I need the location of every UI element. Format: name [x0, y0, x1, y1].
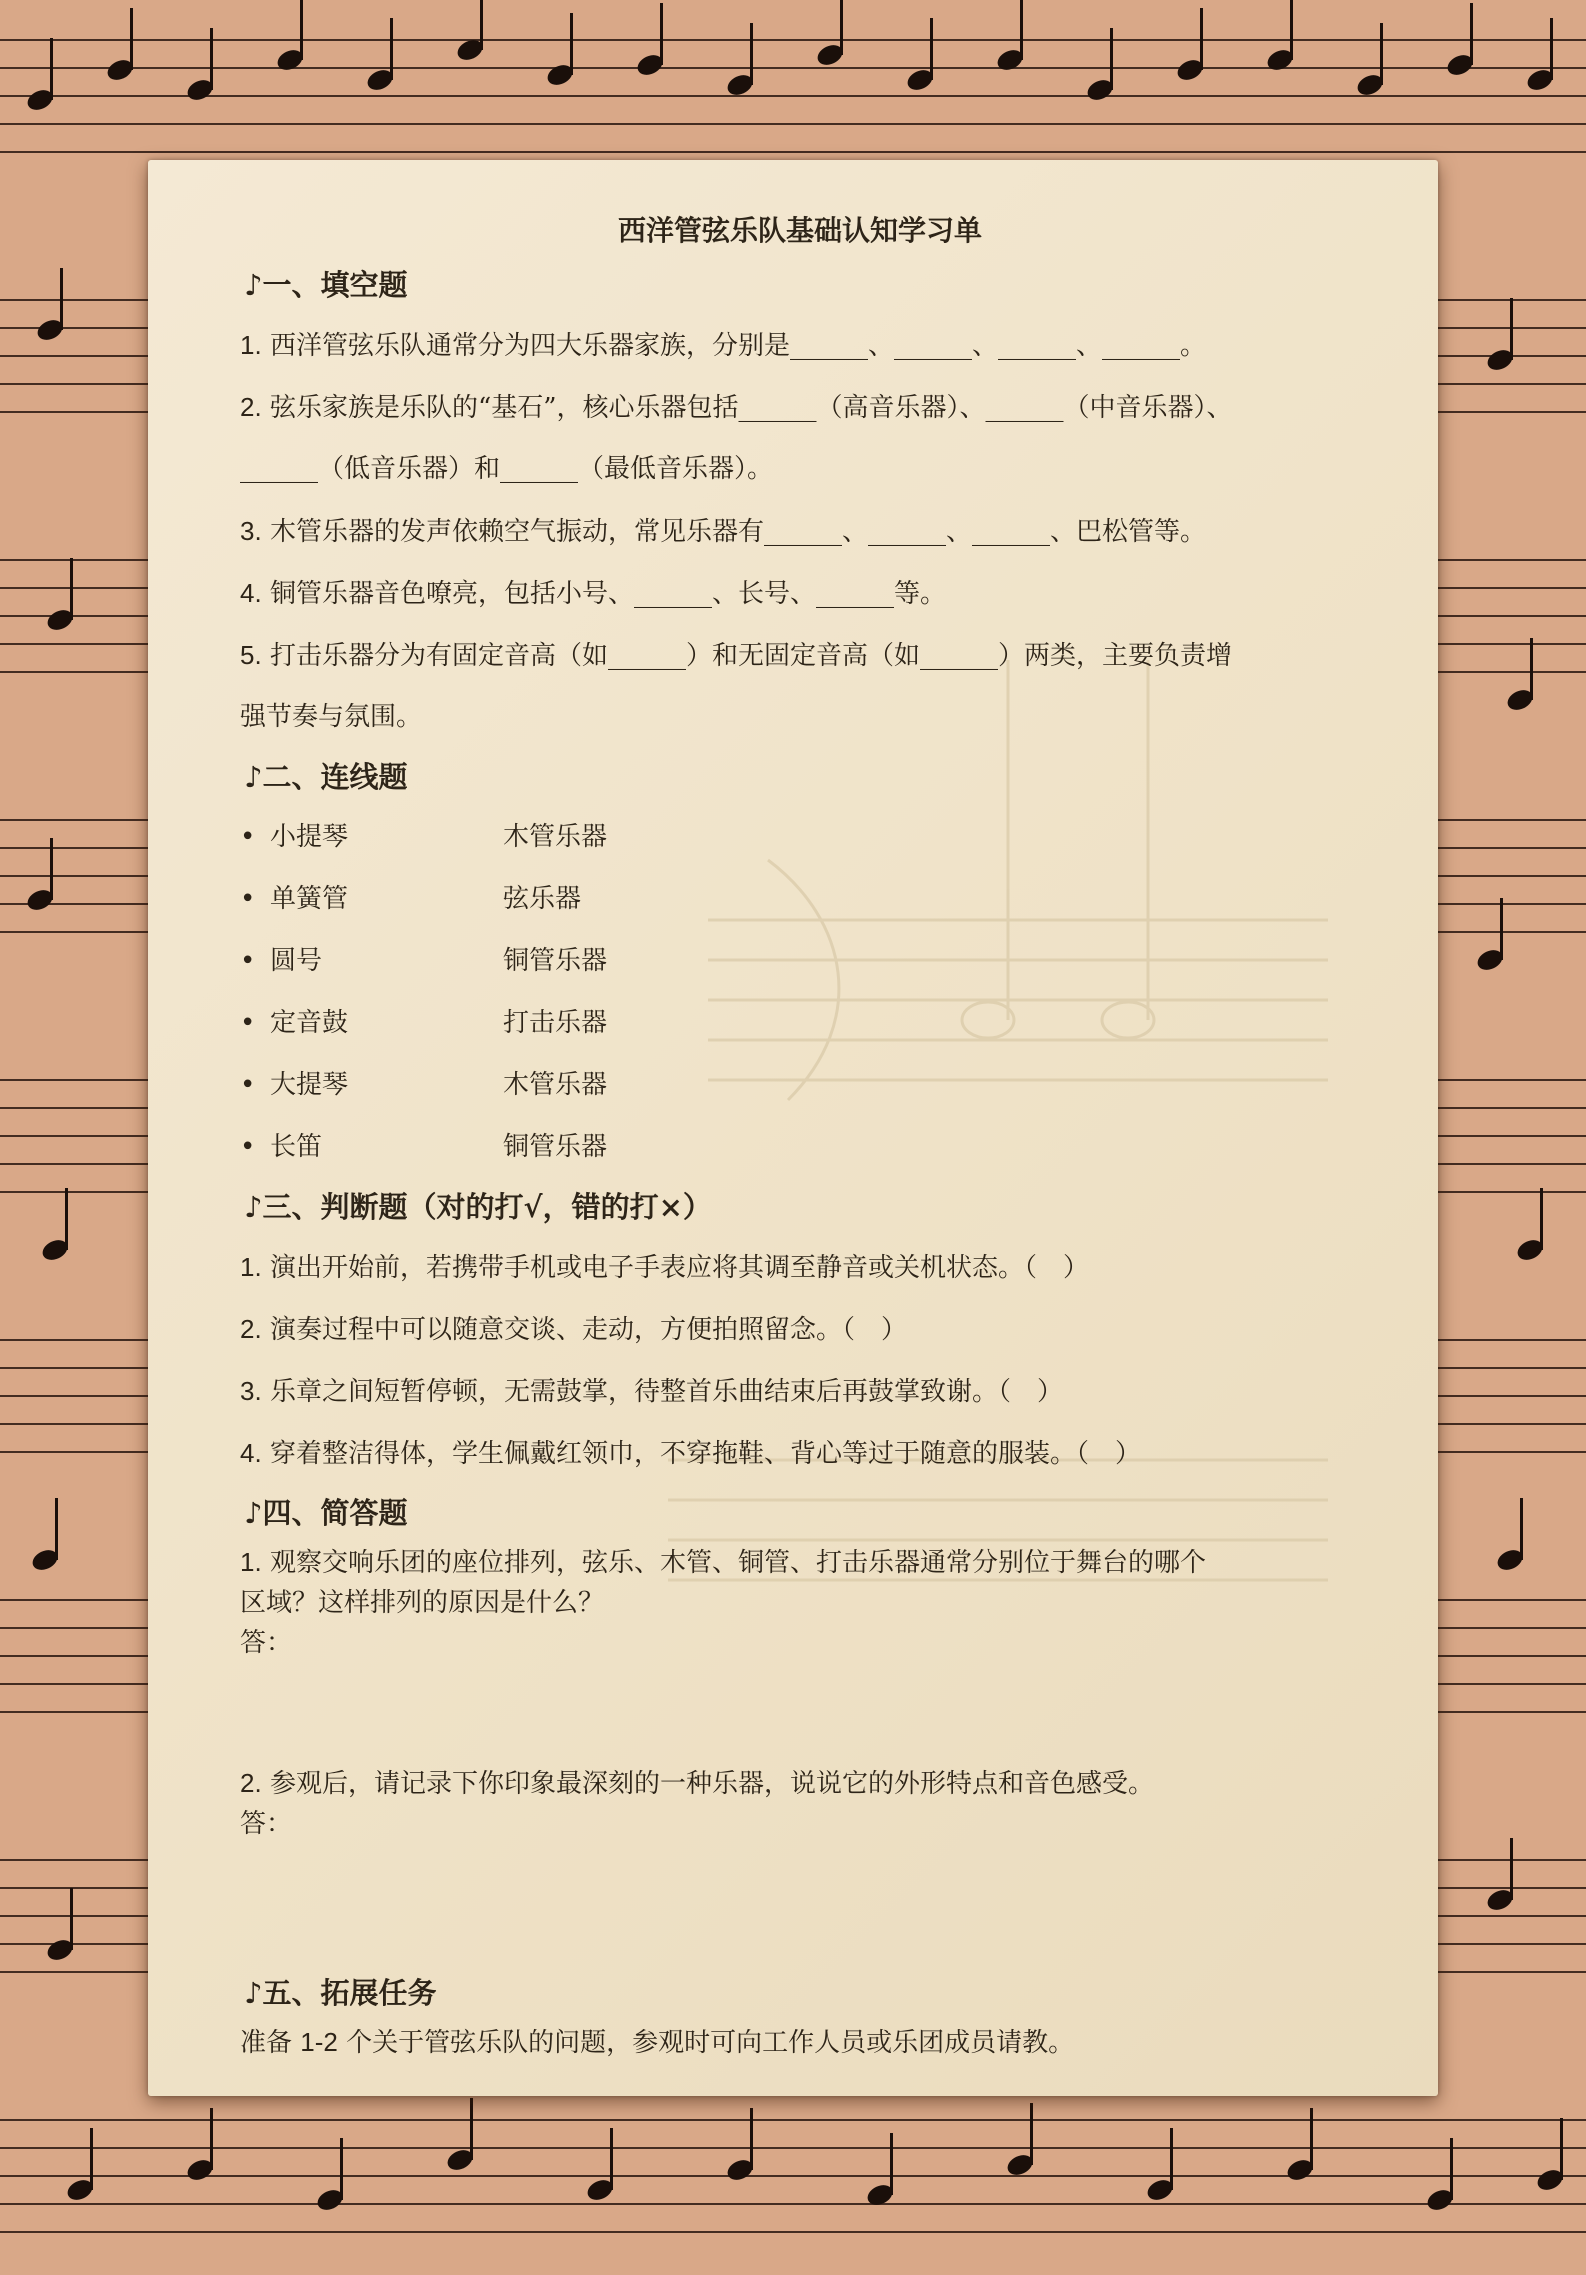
answer-label: 答：	[240, 1809, 293, 1839]
question-text: 铜管乐器音色嘹亮，包括小号、______、长号、______等。	[269, 579, 946, 609]
music-note-stem	[1510, 298, 1513, 360]
bullet-icon: •	[240, 1070, 256, 1100]
question-number: 3.	[240, 1376, 262, 1406]
music-note-stem	[130, 8, 133, 70]
matching-family[interactable]: 木管乐器	[503, 822, 608, 852]
matching-instrument[interactable]: 定音鼓	[270, 1008, 349, 1038]
section-title: 一、填空题	[262, 268, 408, 302]
music-note-stem	[50, 38, 53, 100]
question-text: 打击乐器分为有固定音高（如______）和无固定音高（如______）两类，主要负责增	[269, 641, 1232, 671]
section-title: 五、拓展任务	[262, 1976, 437, 2010]
task-text-prefix: 准备	[240, 2028, 293, 2058]
music-note-stem	[1540, 1188, 1543, 1250]
question-number: 5.	[240, 640, 262, 670]
music-note-icon: ♪	[244, 1496, 263, 1530]
bullet-icon: •	[240, 1008, 256, 1038]
music-note-stem	[1170, 2128, 1173, 2190]
bullet-icon: •	[240, 946, 256, 976]
question-number: 4.	[240, 1438, 262, 1468]
matching-family[interactable]: 木管乐器	[503, 1070, 608, 1100]
question-text: 观察交响乐团的座位排列，弦乐、木管、铜管、打击乐器通常分别位于舞台的哪个	[269, 1548, 1206, 1578]
section-heading-true-false	[244, 1178, 1360, 1236]
matching-family[interactable]: 弦乐器	[503, 884, 582, 914]
music-note-stem	[890, 2133, 893, 2195]
question-text: 弦乐家族是乐队的“基石”，核心乐器包括______（高音乐器）、______（中音乐器）、	[269, 393, 1233, 423]
music-note-stem	[65, 1188, 68, 1250]
true-false-question-3	[240, 1360, 1360, 1422]
question-number: 2.	[240, 1314, 262, 1344]
music-note-stem	[55, 1498, 58, 1560]
music-note-stem	[660, 3, 663, 65]
bullet-icon: •	[240, 822, 256, 852]
fill-blank-question-3	[240, 500, 1360, 562]
question-text: 演奏过程中可以随意交谈、走动，方便拍照留念。（ ）	[269, 1315, 907, 1345]
music-note-stem	[610, 2128, 613, 2190]
music-note-stem	[930, 18, 933, 80]
fill-blank-question-1	[240, 314, 1360, 376]
music-note-stem	[840, 0, 843, 55]
question-number: 1.	[240, 330, 262, 360]
question-number: 2.	[240, 1768, 262, 1798]
music-note-stem	[1030, 2103, 1033, 2165]
section-heading-extension	[244, 1964, 1360, 2022]
section-title: 四、简答题	[262, 1496, 408, 1530]
music-note-stem	[300, 0, 303, 60]
matching-instrument[interactable]: 长笛	[270, 1132, 323, 1162]
question-number: 3.	[240, 516, 262, 546]
matching-instrument[interactable]: 单簧管	[270, 884, 349, 914]
matching-family[interactable]: 铜管乐器	[503, 946, 608, 976]
answer-space[interactable]	[240, 1663, 1360, 1763]
matching-row	[240, 1116, 1360, 1178]
answer-label: 答：	[240, 1628, 293, 1658]
section-heading-matching	[244, 748, 1360, 806]
true-false-question-4	[240, 1422, 1360, 1484]
matching-row	[240, 868, 1360, 930]
music-note-stem	[210, 28, 213, 90]
question-number: 1.	[240, 1547, 262, 1577]
true-false-question-2	[240, 1298, 1360, 1360]
music-note-stem	[90, 2128, 93, 2190]
section-title: 三、判断题（对的打√，错的打×）	[262, 1190, 712, 1224]
music-note-stem	[1520, 1498, 1523, 1560]
question-number: 4.	[240, 578, 262, 608]
fill-blank-question-2	[240, 376, 1360, 438]
extension-task-text	[240, 2022, 1360, 2063]
short-answer-question-2	[240, 1763, 1360, 1804]
music-note-stem	[750, 2108, 753, 2170]
matching-family[interactable]: 铜管乐器	[503, 1132, 608, 1162]
music-note-stem	[390, 18, 393, 80]
question-text: 穿着整洁得体，学生佩戴红领巾，不穿拖鞋、背心等过于随意的服装。（ ）	[269, 1439, 1141, 1469]
matching-row	[240, 1054, 1360, 1116]
true-false-question-1	[240, 1236, 1360, 1298]
music-note-stem	[1470, 3, 1473, 65]
music-note-icon: ♪	[244, 1976, 263, 2010]
music-note-stem	[570, 13, 573, 75]
matching-row	[240, 806, 1360, 868]
page-title: 西洋管弦乐队基础认知学习单	[617, 214, 982, 247]
matching-row	[240, 930, 1360, 992]
fill-blank-question-4	[240, 562, 1360, 624]
section-heading-short-answer	[244, 1484, 1360, 1542]
music-note-stem	[1500, 898, 1503, 960]
short-answer-question-1	[240, 1542, 1360, 1583]
music-note-icon: ♪	[244, 1190, 263, 1224]
worksheet-paper	[148, 160, 1438, 2096]
question-text: 乐章之间短暂停顿，无需鼓掌，待整首乐曲结束后再鼓掌致谢。（ ）	[269, 1377, 1063, 1407]
music-note-stem	[1020, 0, 1023, 60]
music-note-stem	[1550, 18, 1553, 80]
matching-instrument[interactable]: 小提琴	[270, 822, 349, 852]
music-note-icon: ♪	[244, 760, 263, 794]
question-text: 演出开始前，若携带手机或电子手表应将其调至静音或关机状态。（ ）	[269, 1253, 1089, 1283]
matching-row	[240, 992, 1360, 1054]
music-note-stem	[210, 2108, 213, 2170]
section-title: 二、连线题	[262, 760, 408, 794]
music-note-icon: ♪	[244, 268, 263, 302]
music-note-stem	[1510, 1838, 1513, 1900]
fill-blank-question-2-continued: ______（低音乐器）和______（最低音乐器）。	[240, 454, 774, 484]
question-number: 1.	[240, 1252, 262, 1282]
music-note-stem	[340, 2138, 343, 2200]
matching-family[interactable]: 打击乐器	[503, 1008, 608, 1038]
music-note-stem	[1450, 2138, 1453, 2200]
question-text: 参观后，请记录下你印象最深刻的一种乐器，说说它的外形特点和音色感受。	[269, 1769, 1154, 1799]
music-note-stem	[60, 268, 63, 330]
short-answer-question-1-continued: 区域？这样排列的原因是什么？	[240, 1588, 605, 1618]
music-note-stem	[1310, 2108, 1313, 2170]
bullet-icon: •	[240, 1132, 256, 1162]
music-note-stem	[480, 0, 483, 50]
music-note-stem	[70, 558, 73, 620]
music-note-stem	[1530, 638, 1533, 700]
music-note-stem	[750, 23, 753, 85]
worksheet-content	[240, 200, 1360, 2063]
answer-space[interactable]	[240, 1844, 1360, 1964]
music-note-stem	[1290, 0, 1293, 60]
music-note-stem	[70, 1888, 73, 1950]
matching-instrument[interactable]: 圆号	[270, 946, 323, 976]
task-text-range: 1-2	[300, 2027, 338, 2057]
music-note-stem	[1200, 8, 1203, 70]
task-text-suffix: 个关于管弦乐队的问题，参观时可向工作人员或乐团成员请教。	[346, 2028, 1075, 2058]
music-note-stem	[50, 838, 53, 900]
question-text: 木管乐器的发声依赖空气振动，常见乐器有______、______、______、巴松管等。	[269, 517, 1206, 547]
question-number: 2.	[240, 392, 262, 422]
fill-blank-question-5	[240, 624, 1360, 686]
music-note-stem	[1560, 2118, 1563, 2180]
section-heading-fill-blank	[244, 256, 1360, 314]
matching-instrument[interactable]: 大提琴	[270, 1070, 349, 1100]
bullet-icon: •	[240, 884, 256, 914]
music-note-stem	[1380, 23, 1383, 85]
music-note-stem	[1110, 28, 1113, 90]
fill-blank-question-5-continued: 强节奏与氛围。	[240, 702, 423, 732]
question-text: 西洋管弦乐队通常分为四大乐器家族，分别是______、______、______、______。	[269, 331, 1206, 361]
music-note-stem	[470, 2098, 473, 2160]
